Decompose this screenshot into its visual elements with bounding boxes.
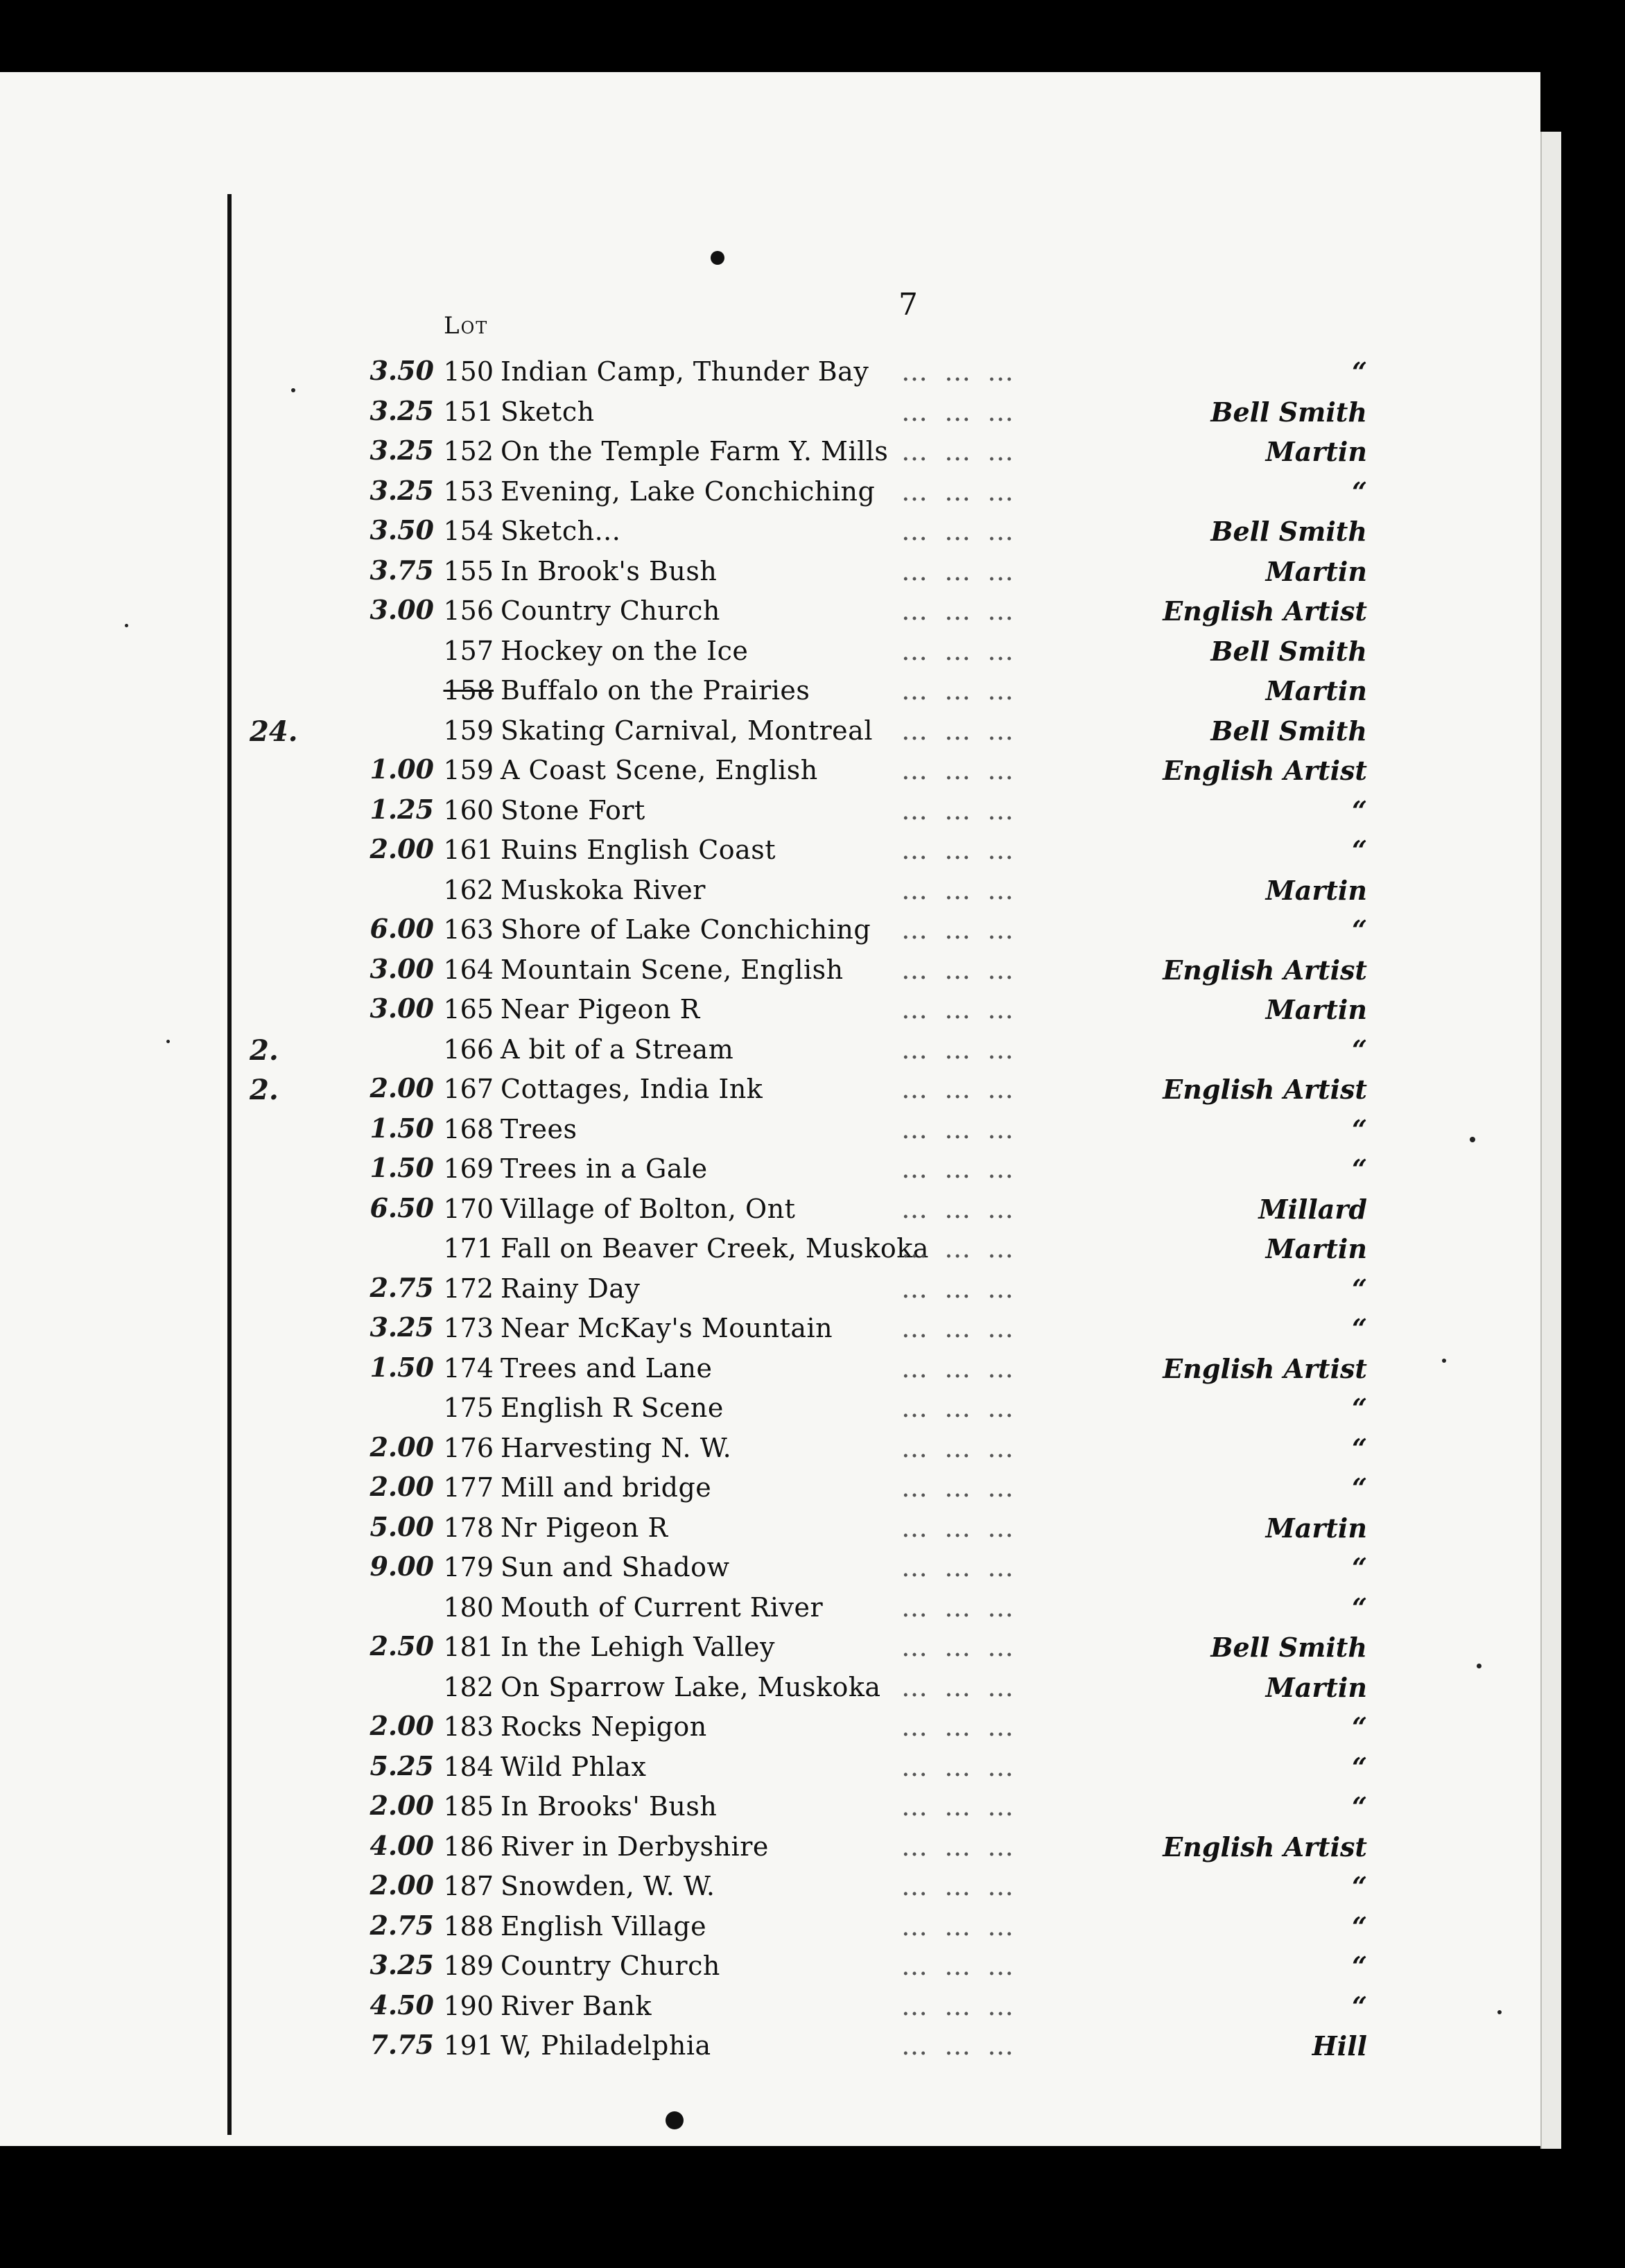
- lot-title: Shore of Lake Conchiching: [501, 914, 871, 945]
- lot-number: 183: [443, 1711, 494, 1742]
- dot-leader: … … …: [901, 954, 1018, 985]
- artist-name: Martin: [1265, 675, 1367, 706]
- lot-title: Mouth of Current River: [501, 1591, 824, 1623]
- dot-leader: … … …: [901, 1951, 1018, 1981]
- lot-title: Village of Bolton, Ont: [501, 1193, 796, 1224]
- lot-row: [0, 1826, 1540, 1866]
- lot-number: 161: [443, 835, 494, 865]
- dot-leader: … … …: [901, 1113, 1018, 1144]
- dot-leader: … … …: [901, 1033, 1018, 1065]
- lot-title: Nr Pigeon R: [501, 1512, 668, 1543]
- lot-row: [0, 1108, 1540, 1149]
- lot-row: [0, 1905, 1540, 1946]
- dot-leader: … … …: [901, 1632, 1018, 1662]
- scan-speck: [1497, 2010, 1502, 2014]
- handwritten-price: 3.75: [370, 554, 434, 586]
- scan-speck: [125, 624, 128, 627]
- artist-name: Bell Smith: [1210, 516, 1367, 547]
- dot-leader: … … …: [901, 635, 1018, 666]
- handwritten-price: 3.25: [370, 394, 434, 426]
- dot-leader: … … …: [901, 1512, 1018, 1543]
- lot-row: [0, 471, 1540, 511]
- artist-name: “: [1352, 1472, 1367, 1503]
- handwritten-price: 4.50: [370, 1989, 434, 2021]
- dot-leader: … … …: [901, 1233, 1018, 1264]
- lot-row: [0, 351, 1540, 391]
- lot-row: [0, 630, 1540, 670]
- dot-leader: … … …: [901, 1352, 1018, 1384]
- lot-row: [0, 1387, 1540, 1427]
- artist-name: “: [1352, 794, 1367, 826]
- lot-row: [0, 430, 1540, 471]
- lot-row: [0, 2025, 1540, 2065]
- lot-number: 157: [443, 635, 494, 666]
- dot-leader: … … …: [901, 436, 1018, 466]
- lot-number: 151: [443, 396, 494, 427]
- handwritten-price: 5.00: [370, 1510, 434, 1542]
- handwritten-price: 2.00: [370, 1072, 434, 1104]
- lot-title: Snowden, W. W.: [501, 1871, 715, 1901]
- lot-number: 177: [443, 1472, 494, 1503]
- handwritten-price: 6.00: [370, 913, 434, 944]
- dot-leader: … … …: [901, 675, 1018, 706]
- dot-leader: … … …: [901, 1711, 1018, 1742]
- lot-row: [0, 510, 1540, 550]
- handwritten-price: 2.00: [370, 833, 434, 864]
- lot-number: 182: [443, 1671, 494, 1702]
- artist-name: “: [1352, 1751, 1367, 1783]
- scan-speck: [166, 1040, 170, 1043]
- dot-leader: … … …: [901, 2030, 1018, 2061]
- lot-title: Country Church: [501, 595, 720, 626]
- lot-number: 170: [443, 1193, 494, 1224]
- lot-row: [0, 1746, 1540, 1786]
- margin-note: 2.: [250, 1074, 279, 1106]
- lot-number: 175: [443, 1393, 494, 1423]
- dot-leader: … … …: [901, 1871, 1018, 1901]
- lot-number: 171: [443, 1233, 494, 1264]
- artist-name: English Artist: [1163, 595, 1367, 627]
- dot-leader: … … …: [901, 1791, 1018, 1822]
- handwritten-price: 2.00: [370, 1431, 434, 1463]
- dot-leader: … … …: [901, 1273, 1018, 1304]
- lot-title: A bit of a Stream: [501, 1033, 734, 1065]
- lot-number: 174: [443, 1352, 494, 1384]
- artist-name: Hill: [1312, 2030, 1367, 2061]
- lot-title: Cottages, India Ink: [501, 1074, 763, 1104]
- lot-number: 187: [443, 1871, 494, 1901]
- margin-note: 24.: [250, 715, 298, 748]
- lot-row: [0, 1985, 1540, 2025]
- lot-row: [0, 1188, 1540, 1228]
- handwritten-price: 2.00: [370, 1869, 434, 1901]
- margin-note: 2.: [250, 1033, 279, 1067]
- lot-title: Muskoka River: [501, 874, 706, 905]
- lot-title: River in Derbyshire: [501, 1831, 769, 1862]
- lot-number: 160: [443, 794, 494, 826]
- dot-leader: … … …: [901, 994, 1018, 1024]
- artist-name: “: [1352, 1990, 1367, 2022]
- artist-name: “: [1352, 476, 1367, 507]
- lot-title: Trees in a Gale: [501, 1153, 708, 1184]
- lot-row: [0, 1029, 1540, 1069]
- lot-number: 179: [443, 1552, 494, 1582]
- lot-title: Fall on Beaver Creek, Muskoka: [501, 1233, 929, 1264]
- lot-title: Trees: [501, 1113, 577, 1144]
- artist-name: “: [1352, 1432, 1367, 1464]
- lot-number: 188: [443, 1910, 494, 1942]
- lot-title: English Village: [501, 1910, 707, 1942]
- lot-title: In the Lehigh Valley: [501, 1632, 775, 1662]
- lot-row: [0, 909, 1540, 949]
- dot-leader: … … …: [901, 794, 1018, 826]
- dot-leader: … … …: [901, 874, 1018, 905]
- artist-name: English Artist: [1163, 954, 1367, 986]
- handwritten-price: 2.00: [370, 1710, 434, 1741]
- lot-row: [0, 790, 1540, 830]
- dot-leader: … … …: [901, 1831, 1018, 1862]
- artist-name: “: [1352, 1552, 1367, 1583]
- artist-name: Martin: [1265, 1671, 1367, 1703]
- lot-row: [0, 869, 1540, 909]
- lot-title: Sketch: [501, 396, 595, 427]
- artist-name: Bell Smith: [1210, 396, 1367, 428]
- lot-title: Evening, Lake Conchiching: [501, 476, 876, 507]
- handwritten-price: 1.25: [370, 793, 434, 825]
- lot-number: 191: [443, 2030, 494, 2061]
- artist-name: “: [1352, 1273, 1367, 1305]
- artist-name: Martin: [1265, 1512, 1367, 1544]
- dot-leader: … … …: [901, 1313, 1018, 1343]
- dot-leader: … … …: [901, 516, 1018, 546]
- lot-column-header: Lot: [444, 312, 489, 340]
- lot-row: [0, 988, 1540, 1029]
- dot-leader: … … …: [901, 755, 1018, 785]
- dot-leader: … … …: [901, 1751, 1018, 1782]
- artist-name: “: [1352, 1791, 1367, 1822]
- lot-title: Sketch...: [501, 516, 621, 546]
- dot-leader: … … …: [901, 356, 1018, 387]
- lot-title: Hockey on the Ice: [501, 635, 749, 666]
- lot-title: Rocks Nepigon: [501, 1711, 707, 1742]
- lot-row: [0, 1945, 1540, 1985]
- lot-row: [0, 1068, 1540, 1108]
- lot-row: [0, 1347, 1540, 1388]
- scan-speck: [1470, 1137, 1475, 1142]
- lot-row: [0, 1148, 1540, 1188]
- artist-name: “: [1352, 1033, 1367, 1065]
- handwritten-price: 1.50: [370, 1112, 434, 1144]
- lot-number: 167: [443, 1074, 494, 1104]
- artist-name: Bell Smith: [1210, 1632, 1367, 1663]
- lot-title: A Coast Scene, English: [501, 755, 818, 785]
- artist-name: English Artist: [1163, 1074, 1367, 1105]
- lot-number: 152: [443, 436, 494, 466]
- lot-title: Near McKay's Mountain: [501, 1313, 833, 1343]
- artist-name: Martin: [1265, 994, 1367, 1025]
- lot-title: In Brook's Bush: [501, 555, 718, 586]
- handwritten-price: 3.25: [370, 435, 434, 466]
- lot-title: Stone Fort: [501, 794, 645, 826]
- handwritten-price: 2.75: [370, 1271, 434, 1303]
- artist-name: “: [1352, 1113, 1367, 1145]
- artist-name: “: [1352, 1910, 1367, 1942]
- lot-row: [0, 1268, 1540, 1308]
- lot-number: 163: [443, 914, 494, 945]
- dot-leader: … … …: [901, 1990, 1018, 2021]
- dot-leader: … … …: [901, 1153, 1018, 1184]
- handwritten-price: 1.50: [370, 1351, 434, 1383]
- handwritten-price: 3.00: [370, 594, 434, 625]
- dot-leader: … … …: [901, 1552, 1018, 1582]
- lot-title: W, Philadelphia: [501, 2030, 711, 2061]
- handwritten-price: 5.25: [370, 1750, 434, 1781]
- handwritten-price: 7.75: [370, 2029, 434, 2060]
- artist-name: “: [1352, 1393, 1367, 1424]
- dot-leader: … … …: [901, 476, 1018, 507]
- lot-row: [0, 1307, 1540, 1347]
- lot-row: [0, 391, 1540, 431]
- artist-name: English Artist: [1163, 1831, 1367, 1863]
- handwritten-price: 3.00: [370, 952, 434, 984]
- lot-title: Rainy Day: [501, 1273, 641, 1304]
- lot-title: Country Church: [501, 1951, 720, 1981]
- lot-row: [0, 1706, 1540, 1746]
- lot-row: [0, 670, 1540, 710]
- lot-number: 155: [443, 555, 494, 586]
- lot-number: 150: [443, 356, 494, 387]
- handwritten-price: 2.75: [370, 1909, 434, 1941]
- lot-number: 190: [443, 1990, 494, 2021]
- lot-number: 164: [443, 954, 494, 985]
- lot-title: In Brooks' Bush: [501, 1791, 718, 1822]
- scan-speck: [291, 388, 295, 392]
- lot-title: Indian Camp, Thunder Bay: [501, 356, 869, 387]
- lot-number: 154: [443, 516, 494, 546]
- lot-number: 156: [443, 595, 494, 626]
- lot-row: [0, 949, 1540, 989]
- artist-name: Martin: [1265, 1233, 1367, 1264]
- artist-name: “: [1352, 914, 1367, 945]
- artist-name: “: [1352, 1951, 1367, 1982]
- lot-row: [0, 1865, 1540, 1905]
- lot-row: [0, 1546, 1540, 1587]
- artist-name: Bell Smith: [1210, 715, 1367, 747]
- lot-row: [0, 710, 1540, 750]
- dot-leader: … … …: [901, 1671, 1018, 1702]
- lot-title: On the Temple Farm Y. Mills: [501, 436, 889, 466]
- artist-name: English Artist: [1163, 755, 1367, 786]
- handwritten-price: 3.50: [370, 514, 434, 546]
- lot-row: [0, 1786, 1540, 1826]
- lot-title: Mountain Scene, English: [501, 954, 844, 985]
- dot-leader: … … …: [901, 715, 1018, 746]
- dot-leader: … … …: [901, 1591, 1018, 1623]
- lot-number: 159: [443, 715, 494, 746]
- handwritten-price: 9.00: [370, 1551, 434, 1582]
- ink-dot: [711, 251, 724, 265]
- page-edge-shadow: [1540, 132, 1561, 2149]
- lot-title: On Sparrow Lake, Muskoka: [501, 1671, 881, 1702]
- handwritten-price: 2.00: [370, 1471, 434, 1502]
- lot-title: Trees and Lane: [501, 1352, 713, 1384]
- lot-row: [0, 1427, 1540, 1467]
- artist-name: English Artist: [1163, 1352, 1367, 1384]
- handwritten-price: 4.00: [370, 1829, 434, 1861]
- lot-number: 159: [443, 755, 494, 785]
- handwritten-price: 3.00: [370, 993, 434, 1024]
- lot-number: 168: [443, 1113, 494, 1144]
- dot-leader: … … …: [901, 555, 1018, 586]
- lot-number: 181: [443, 1632, 494, 1662]
- lot-number: 153: [443, 476, 494, 507]
- dot-leader: … … …: [901, 1432, 1018, 1463]
- handwritten-price: 3.25: [370, 474, 434, 506]
- lot-number: 180: [443, 1591, 494, 1623]
- dot-leader: … … …: [901, 1193, 1018, 1224]
- lot-title: Buffalo on the Prairies: [501, 675, 810, 706]
- lot-title: Harvesting N. W.: [501, 1432, 732, 1463]
- scan-speck: [1477, 1664, 1481, 1668]
- lot-number: 173: [443, 1313, 494, 1343]
- lot-title: Sun and Shadow: [501, 1552, 730, 1582]
- lot-row: [0, 1587, 1540, 1627]
- artist-name: “: [1352, 1153, 1367, 1185]
- lot-number: 166: [443, 1033, 494, 1065]
- lot-title: Wild Phlax: [501, 1751, 647, 1782]
- lot-title: Near Pigeon R: [501, 994, 700, 1024]
- ink-dot: [666, 2111, 684, 2129]
- lot-row: [0, 1666, 1540, 1707]
- handwritten-price: 1.00: [370, 753, 434, 785]
- artist-name: Millard: [1258, 1193, 1367, 1225]
- artist-name: “: [1352, 835, 1367, 866]
- dot-leader: … … …: [901, 1910, 1018, 1942]
- dot-leader: … … …: [901, 1074, 1018, 1104]
- lot-title: Skating Carnival, Montreal: [501, 715, 873, 746]
- dot-leader: … … …: [901, 396, 1018, 427]
- lot-row: [0, 829, 1540, 869]
- lot-number: 184: [443, 1751, 494, 1782]
- lot-number: 158: [443, 675, 494, 706]
- handwritten-price: 2.50: [370, 1630, 434, 1661]
- lot-title: Mill and bridge: [501, 1472, 712, 1503]
- lot-number: 165: [443, 994, 494, 1024]
- dot-leader: … … …: [901, 595, 1018, 626]
- lot-number: 169: [443, 1153, 494, 1184]
- lot-number: 178: [443, 1512, 494, 1543]
- artist-name: Martin: [1265, 436, 1367, 467]
- lot-title: River Bank: [501, 1990, 652, 2021]
- lot-number: 162: [443, 874, 494, 905]
- lot-number: 189: [443, 1951, 494, 1981]
- lot-row: [0, 749, 1540, 790]
- artist-name: Martin: [1265, 874, 1367, 906]
- artist-name: “: [1352, 1711, 1367, 1743]
- lot-row: [0, 1507, 1540, 1547]
- artist-name: “: [1352, 1871, 1367, 1902]
- handwritten-price: 3.50: [370, 355, 434, 386]
- scan-speck: [1442, 1359, 1446, 1363]
- dot-leader: … … …: [901, 1472, 1018, 1503]
- lot-row: [0, 1467, 1540, 1507]
- lot-title: English R Scene: [501, 1393, 724, 1423]
- handwritten-price: 2.00: [370, 1790, 434, 1821]
- lot-title: Ruins English Coast: [501, 835, 776, 865]
- lot-number: 186: [443, 1831, 494, 1862]
- handwritten-price: 3.25: [370, 1949, 434, 1980]
- lot-row: [0, 1228, 1540, 1268]
- lot-number: 185: [443, 1791, 494, 1822]
- artist-name: “: [1352, 356, 1367, 387]
- handwritten-price: 1.50: [370, 1152, 434, 1183]
- lot-row: [0, 1626, 1540, 1666]
- artist-name: Martin: [1265, 555, 1367, 587]
- lot-number: 176: [443, 1432, 494, 1463]
- lot-row: [0, 590, 1540, 630]
- artist-name: “: [1352, 1591, 1367, 1623]
- dot-leader: … … …: [901, 914, 1018, 945]
- lot-list: [0, 351, 1540, 2065]
- artist-name: Bell Smith: [1210, 635, 1367, 667]
- lot-number: 172: [443, 1273, 494, 1304]
- page-number: 7: [898, 287, 918, 322]
- handwritten-price: 6.50: [370, 1192, 434, 1223]
- artist-name: “: [1352, 1313, 1367, 1344]
- handwritten-price: 3.25: [370, 1311, 434, 1343]
- dot-leader: … … …: [901, 835, 1018, 865]
- dot-leader: … … …: [901, 1393, 1018, 1423]
- lot-row: [0, 550, 1540, 591]
